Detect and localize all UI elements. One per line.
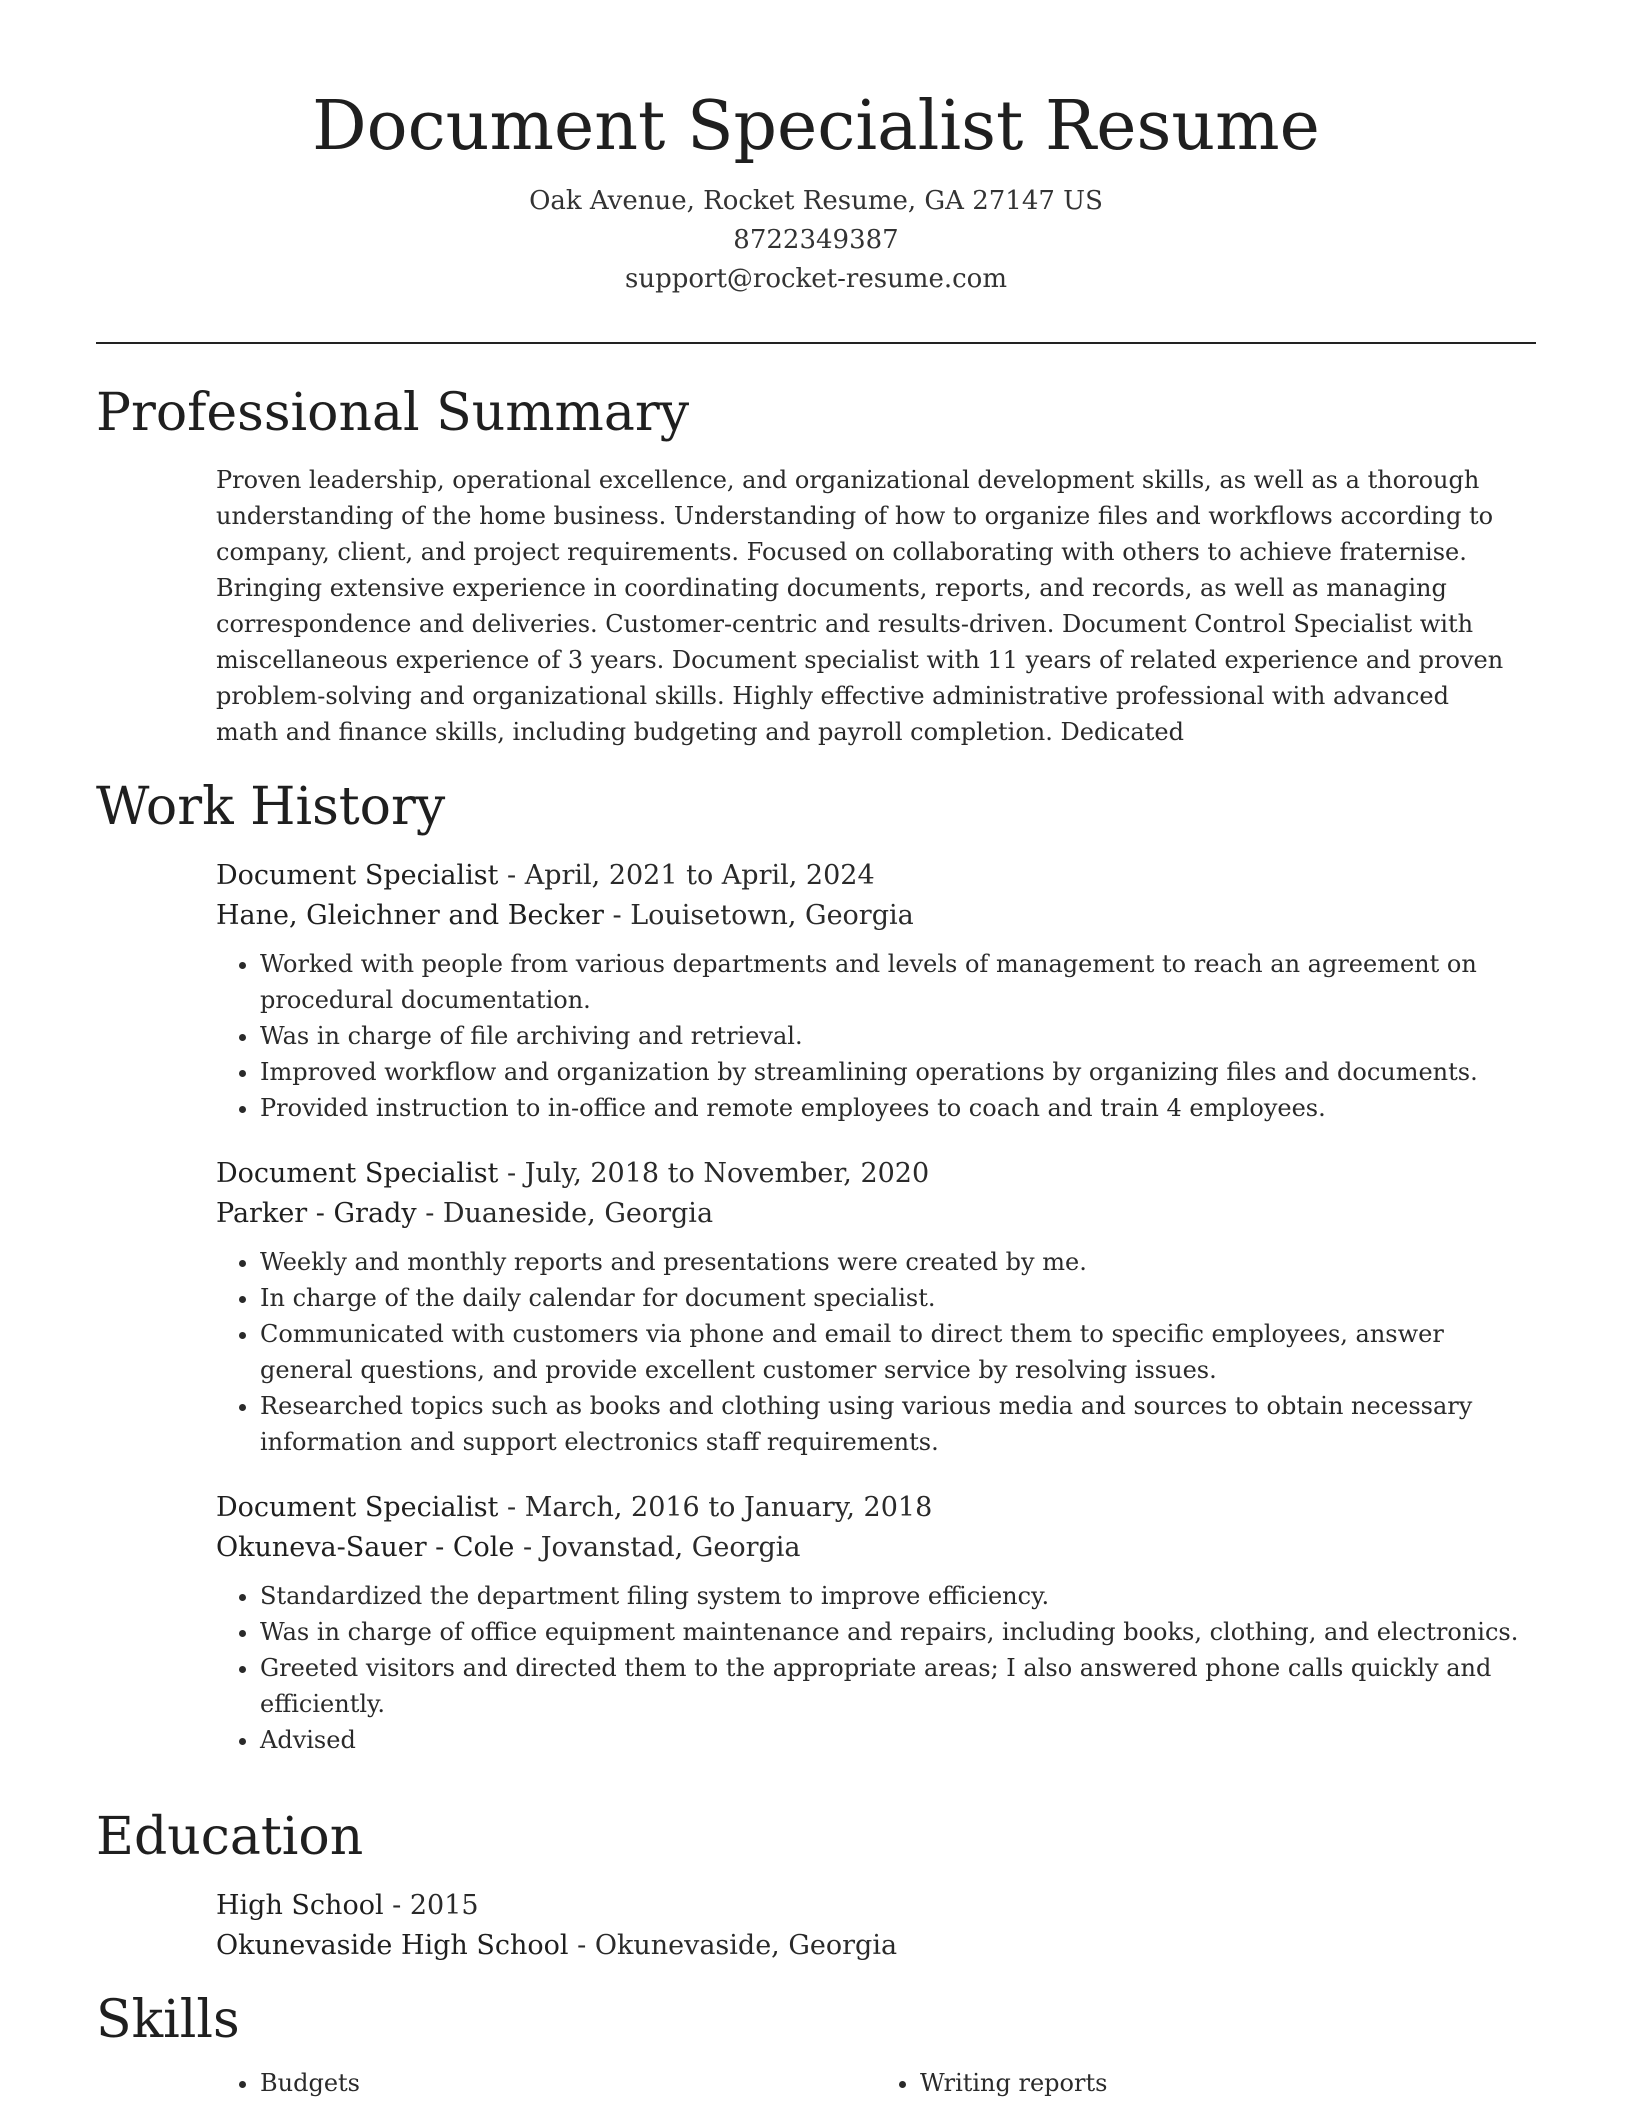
job-location: - Duaneside, Georgia [416, 1198, 714, 1229]
skill-item: • Writing reports [920, 2065, 1536, 2101]
job-bullet: • Improved workflow and organization by streamlining operations by organizing files and documents. [260, 1054, 1536, 1090]
education-year: - 2015 [383, 1890, 479, 1921]
resume-title: Document Specialist Resume [312, 87, 1320, 166]
header-divider [96, 342, 1536, 344]
job-bullets [216, 1578, 1536, 1758]
job-dates: - March, 2016 to January, 2018 [498, 1492, 933, 1523]
contact-email: support@rocket-resume.com [624, 264, 1007, 294]
job-bullets [216, 1244, 1536, 1460]
skills-list-left [216, 2065, 876, 2101]
job-dates: - July, 2018 to November, 2020 [498, 1158, 930, 1189]
summary-text: Proven leadership, operational excellence, and organizational development skills, as well as a thorough understanding of the home business. Understanding of how to organize files and workflows according to company, client, and project requirements. Focused on collaborating with others to achieve fraternise. Bringing extensive experience in coordinating documents, reports, and records, as well as managing correspondence and deliveries. Customer-centric and results-driven. Document Control Specialist with miscellaneous experience of 3 years. Document specialist with 11 years of related experience and proven problem-solving and organizational skills. Highly effective administrative professional with advanced math and finance skills, including budgeting and payroll completion. Dedicated [216, 466, 1504, 746]
job-company: Hane, Gleichner and Becker [216, 900, 604, 931]
contact-address: Oak Avenue, Rocket Resume, GA 27147 US [529, 186, 1103, 216]
job-location: - Jovanstad, Georgia [514, 1532, 801, 1563]
contact-phone: 8722349387 [733, 225, 899, 255]
summary-heading: Professional Summary [96, 383, 690, 443]
education-degree: High School [216, 1890, 384, 1921]
job-bullet: • Communicated with customers via phone and email to direct them to specific employees, answer general questions, and provide excellent customer service by resolving issues. [260, 1316, 1536, 1388]
job-bullet: • Greeted visitors and directed them to the appropriate areas; I also answered phone calls quickly and efficiently. [260, 1650, 1536, 1722]
education-heading: Education [96, 1807, 364, 1867]
job-location: - Louisetown, Georgia [603, 900, 914, 931]
job-dates: - April, 2021 to April, 2024 [498, 860, 875, 891]
job-bullet: • In charge of the daily calendar for document specialist. [260, 1280, 1536, 1316]
job-company: Okuneva-Sauer - Cole [216, 1532, 515, 1563]
job-bullet: • Was in charge of office equipment maintenance and repairs, including books, clothing, and electronics. [260, 1614, 1536, 1650]
job-title: Document Specialist [216, 1492, 499, 1523]
work-history-heading: Work History [96, 777, 446, 837]
job-bullet: • Researched topics such as books and clothing using various media and sources to obtain necessary information and support electronics staff requirements. [260, 1388, 1536, 1460]
education-section [96, 1802, 1536, 1966]
job-bullet: • Was in charge of file archiving and retrieval. [260, 1018, 1536, 1054]
skill-item: • Budgets [260, 2065, 876, 2101]
skills-section [96, 1985, 1536, 2101]
education-school: Okunevaside High School [216, 1930, 569, 1961]
job-bullet: • Advised [260, 1722, 1536, 1758]
job-bullets [216, 946, 1536, 1126]
summary-section [96, 378, 1536, 750]
job-entry [216, 856, 1536, 1126]
job-company: Parker - Grady [216, 1198, 417, 1229]
job-bullet: • Provided instruction to in-office and remote employees to coach and train 4 employees. [260, 1090, 1536, 1126]
work-history-section [96, 772, 1536, 1758]
contact-block [0, 182, 1632, 299]
job-bullet: • Standardized the department filing system to improve efficiency. [260, 1578, 1536, 1614]
skills-heading: Skills [96, 1990, 240, 2050]
job-bullet: • Weekly and monthly reports and presentations were created by me. [260, 1244, 1536, 1280]
job-entry [216, 1488, 1536, 1758]
resume-header [0, 82, 1632, 299]
job-bullet: • Worked with people from various departments and levels of management to reach an agreement on procedural documentation. [260, 946, 1536, 1018]
job-title: Document Specialist [216, 860, 499, 891]
skills-list-right [876, 2065, 1536, 2101]
job-entry [216, 1154, 1536, 1460]
job-title: Document Specialist [216, 1158, 499, 1189]
education-location: - Okunevaside, Georgia [568, 1930, 898, 1961]
